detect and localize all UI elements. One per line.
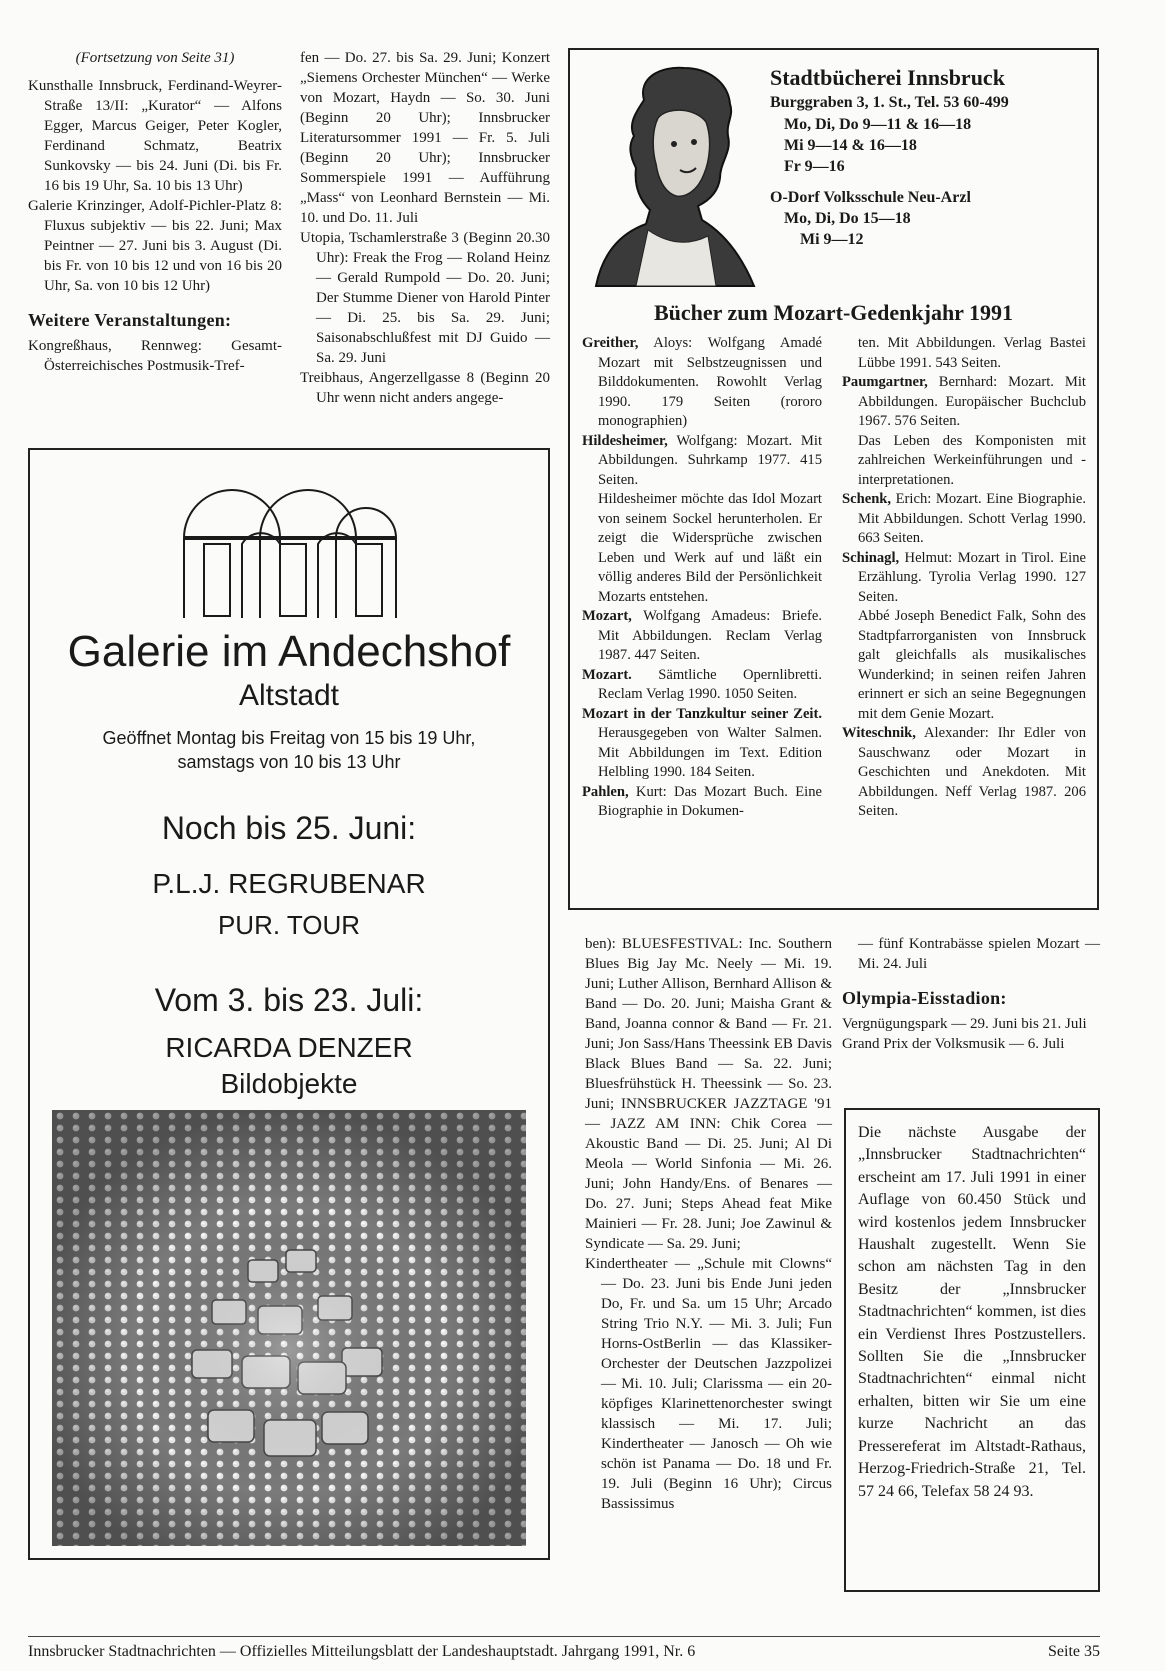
- branch-name: O-Dorf Volksschule Neu-Arzl: [770, 189, 971, 206]
- library-box: [568, 48, 1099, 910]
- branch-hours-2: Mi 9—12: [800, 231, 864, 248]
- exhibit-2-work: Bildobjekte: [220, 1068, 358, 1099]
- book-description: Das Leben des Komponisten mit zahlreichen Werkeinführungen und -interpretationen.: [858, 432, 1086, 488]
- gallery-hours-1: Geöffnet Montag bis Freitag von 15 bis 19 Uhr,: [102, 728, 476, 748]
- book-entry: Mozart, Wolfgang Amadeus: Briefe. Mit Abbildungen. Reclam Verlag 1987. 447 Seiten.: [582, 608, 822, 663]
- book-entry: Paumgartner, Bernhard: Mozart. Mit Abbildungen. Europäischer Buchclub 1967. 576 Seiten.: [842, 374, 1086, 429]
- event-grand-prix: Grand Prix der Volksmusik — 6. Juli: [842, 1036, 1065, 1052]
- gallery-hours-2: samstags von 10 bis 13 Uhr: [177, 752, 401, 772]
- notice-text: Die nächste Ausgabe der „Innsbrucker Stadtnachrichten“ erscheint am 17. Juli 1991 in einer Auflage von 60.450 Stück und wird kostenlos jedem Innsbrucker Haushalt zugestellt. Wenn Sie schon am nächsten Tag in den Besitz der „Innsbrucker Stadtnachrichten“ kommen, ist dies ein Verdienst Ihres Postzustellers. Sollten Sie die „Innsbrucker Stadtnachrichten“ einmal nicht erhalten, bitten wir Sie um eine kurze Nachricht an das Pressereferat im Altstadt-Rathaus, Herzog-Friedrich-Straße 21, Tel. 57 24 66, Telefax 58 24 93.: [858, 1124, 1086, 1500]
- library-title: Stadtbücherei Innsbruck: [770, 65, 1005, 90]
- book-entry: Mozart in der Tanzkultur seiner Zeit. Herausgegeben von Walter Salmen. Mit Abbildungen im Text. Edition Helbling 1990. 184 Seiten.: [582, 705, 822, 780]
- exhibit-1-artist: P.L.J. REGRUBENAR: [152, 868, 426, 899]
- event-treibhaus-continued: ben): BLUESFESTIVAL: Inc. Southern Blues Big Jay Mc. Neely — Mi. 19. Juni; Luther Allison, Bernhard Allison & Band — Do. 20. Juni; Maisha Grant & Band, Joanna connor & Band — Fr. 21. Juni; Jon Sass/Hans Theessink EB Davis Black Blues Band — Sa. 22. Juni; Bluesfrühstück H. Theessink — So. 23. Juni; INNSBRUCKER JAZZTAGE '91 — JAZZ AM INN: Chik Corea — Akoustic Band — Di. 25. Juni; Al Di Meola — World Sinfonia — Mi. 26. Juni; John Handy/Ens. of Benares — Do. 27. Juni; Steps Ahead feat Mike Mainieri — Fr. 28. Juni; Joe Zawinul & Syndicate — Sa. 29. Juni;: [585, 936, 832, 1252]
- event-treibhaus: Treibhaus, Angerzellgasse 8 (Beginn 20 Uhr wenn nicht anders angege-: [300, 370, 550, 406]
- section-heading-weitere: Weitere Veranstaltungen:: [28, 310, 232, 330]
- event-continued: fen — Do. 27. bis Sa. 29. Juni; Konzert „Siemens Orchester München“ — Werke von Mozart, Haydn — So. 30. Juni (Beginn 20 Uhr); Innsbrucker Literatursommer 1991 — Fr. 5. Juli (Beginn 20 Uhr); Innsbrucker Sommerspiele 1991 — Aufführung „Mass“ von Leonhard Bernstein — Mi. 10. und Do. 11. Juli: [300, 50, 550, 226]
- branch-hours-1: Mo, Di, Do 15—18: [784, 210, 911, 227]
- event-kongresshaus: Kongreßhaus, Rennweg: Gesamt-Österreichisches Postmusik-Tref-: [28, 338, 282, 374]
- library-info: [770, 64, 1090, 250]
- library-address: Burggraben 3, 1. St., Tel. 53 60-499: [770, 94, 1009, 111]
- book-description: Hildesheimer möchte das Idol Mozart von seinem Sockel herunterholen. Er zeigt die Widersprüche zwischen Leben und Werk auf und läßt ein völlig anderes Bild der Persönlichkeit Mozarts entstehen.: [598, 491, 822, 605]
- notice-box: [844, 1108, 1100, 1592]
- gallery-location: Altstadt: [238, 679, 340, 712]
- exhibit-1-dates: Noch bis 25. Juni:: [161, 810, 417, 846]
- book-entry: Hildesheimer, Wolfgang: Mozart. Mit Abbildungen. Suhrkamp 1977. 415 Seiten.: [582, 432, 822, 488]
- exhibit-1-title: PUR. TOUR: [217, 910, 361, 940]
- books-right-list: [842, 334, 1086, 822]
- book-entry: Witeschnik, Alexander: Ihr Edler von Sauschwanz oder Mozart in Geschichten und Anekdoten. Mit Abbildungen. Neff Verlag 1987. 206 Seiten.: [842, 725, 1086, 819]
- library-hours-1: Mo, Di, Do 9—11 & 16—18: [784, 116, 972, 133]
- library-hours-3: Fr 9—16: [784, 158, 845, 175]
- column-2: [300, 48, 550, 408]
- column-3-bottom: [585, 934, 832, 1514]
- book-entry: Mozart. Sämtliche Opernlibretti. Reclam Verlag 1990. 1050 Seiten.: [582, 666, 822, 702]
- gallery-text: [30, 626, 548, 1192]
- book-entry: Schenk, Erich: Mozart. Eine Biographie. Mit Abbildungen. Schott Verlag 1990. 663 Seiten.: [842, 491, 1086, 546]
- event-utopia: Utopia, Tschamlerstraße 3 (Beginn 20.30 Uhr): Freak the Frog — Roland Heinz — Gerald Rumpold — Do. 20. Juni; Der Stumme Diener von Harold Pinter — Di. 25. bis Sa. 29. Juni; Saisonabschlußfest mit DJ Guido — Sa. 29. Juni: [300, 230, 550, 366]
- event-krinzinger: Galerie Krinzinger, Adolf-Pichler-Platz 8: Fluxus subjektiv — bis 22. Juni; Max Peintner — 27. Juni bis 3. August (Di. bis Fr. von 10 bis 12 und von 16 bis 20 Uhr, Sa. von 10 bis 12 Uhr): [28, 198, 282, 294]
- page-number: Seite 35: [1048, 1643, 1100, 1660]
- event-vergnuegungspark: Vergnügungspark — 29. Juni bis 21. Juli: [842, 1016, 1087, 1032]
- event-kindertheater: Kindertheater — „Schule mit Clowns“ — Do. 23. Juni bis Ende Juni jeden Do, Fr. und Sa. um 15 Uhr; Arcado String Trio N.Y. — Mi. 3. Juli; Fun Horns-OstBerlin — das Klassiker-Orchester der Deutschen Jazzpolizei — Mi. 10. Juli; Clarissma — ein 20-köpfiges Klarinettenorchester swingt klassisch — Mi. 17. Juli; Kindertheater — Janosch — Oh wie schön ist Panama — Do. 18 und Fr. 19. Juli (Beginn 16 Uhr); Circus Bassissimus: [585, 1256, 832, 1512]
- gallery-logo-arches: [180, 478, 400, 620]
- footer-publication: Innsbrucker Stadtnachrichten — Offizielles Mitteilungsblatt der Landeshauptstadt. Jahrgang 1991, Nr. 6: [28, 1643, 696, 1660]
- artwork-photo: [52, 1110, 526, 1546]
- continuation-note: (Fortsetzung von Seite 31): [75, 50, 235, 66]
- book-entry: Greither, Aloys: Wolfgang Amadé Mozart mit Selbstzeugnissen und Bilddokumenten. Rowohlt Verlag 1990. 179 Seiten (rororo monographien): [582, 335, 822, 429]
- book-description: Abbé Joseph Benedict Falk, Sohn des Stadtpfarrorganisten von Innsbruck galt gleichfalls als musikalisches Wunderkind; in seinen reifen Jahren erinnert er sich an seine Begegnungen mit dem Genie Mozart.: [858, 608, 1086, 722]
- mozart-portrait: [588, 60, 760, 288]
- library-hours-2: Mi 9—14 & 16—18: [784, 137, 917, 154]
- page-footer: [28, 1636, 1100, 1661]
- book-entry: Pahlen, Kurt: Das Mozart Buch. Eine Biographie in Dokumen-: [582, 783, 822, 819]
- book-entry-continued: ten. Mit Abbildungen. Verlag Bastei Lübbe 1991. 543 Seiten.: [858, 335, 1086, 371]
- column-1: [28, 48, 282, 376]
- event-circus-continued: — fünf Kontrabässe spielen Mozart — Mi. 24. Juli: [858, 936, 1100, 972]
- gallery-ad: [28, 448, 550, 1560]
- books-left-list: [582, 334, 822, 822]
- exhibit-2-dates: Vom 3. bis 23. Juli:: [154, 982, 424, 1018]
- book-entry: Schinagl, Helmut: Mozart in Tirol. Eine Erzählung. Tyrolia Verlag 1990. 127 Seiten.: [842, 549, 1086, 605]
- exhibit-2-artist: RICARDA DENZER: [165, 1032, 413, 1063]
- gallery-name: Galerie im Andechshof: [67, 627, 511, 676]
- section-heading-olympia: Olympia-Eisstadion:: [842, 988, 1007, 1008]
- books-title: Bücher zum Mozart-Gedenkjahr 1991: [653, 300, 1014, 325]
- column-4-bottom: [842, 934, 1100, 1054]
- event-kunsthalle: Kunsthalle Innsbruck, Ferdinand-Weyrer-Straße 13/II: „Kurator“ — Alfons Egger, Marcus Geiger, Peter Kogler, Ferdinand Schmatz, Beatrix Sunkovsky — bis 24. Juni (Di. bis Fr. 16 bis 19 Uhr, Sa. 10 bis 13 Uhr): [28, 78, 282, 194]
